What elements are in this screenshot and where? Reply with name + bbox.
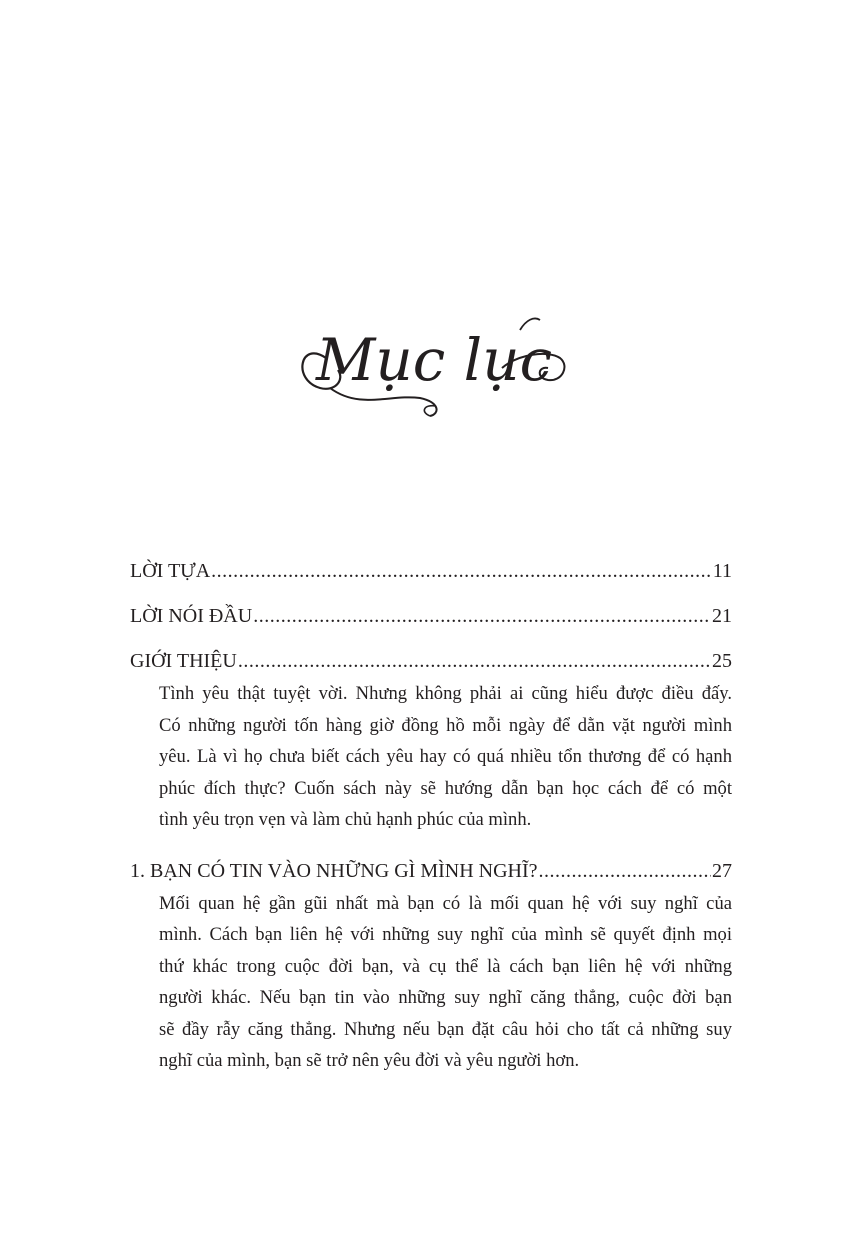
toc-entry-label: GIỚI THIỆU — [130, 650, 237, 672]
dot-leader — [539, 856, 711, 886]
toc-entry[interactable] — [130, 646, 732, 676]
dot-leader — [211, 556, 712, 586]
description-line: Mối quan hệ gần gũi nhất mà bạn có là mối quan hệ với suy nghĩ của — [159, 892, 732, 914]
description-line: Tình yêu thật tuyệt vời. Nhưng không phải ai cũng hiểu được điều đấy. — [159, 683, 732, 704]
page-title: Mục lục — [316, 326, 553, 394]
title-flourish — [290, 310, 580, 430]
section-gap — [130, 836, 732, 856]
dot-leader — [253, 601, 711, 631]
toc-entry[interactable] — [130, 556, 732, 586]
description-line: thứ khác trong cuộc đời bạn, và cụ thể là cách bạn liên hệ với những — [159, 955, 732, 977]
toc-entry-description — [159, 888, 732, 1077]
description-line: mình. Cách bạn liên hệ với những suy nghĩ của mình sẽ quyết định mọi — [159, 924, 732, 945]
description-line: sẽ đầy rẫy căng thẳng. Nhưng nếu bạn đặt câu hỏi cho tất cả những suy — [159, 1018, 732, 1040]
dot-leader — [238, 646, 711, 676]
description-line: nghĩ của mình, bạn sẽ trở nên yêu đời và yêu người hơn. — [159, 1050, 580, 1071]
description-line: yêu. Là vì họ chưa biết cách yêu hay có quá nhiều tổn thương để có hạnh — [159, 746, 732, 767]
description-line: người khác. Nếu bạn tin vào những suy nghĩ căng thẳng, cuộc đời bạn — [159, 987, 732, 1008]
description-line: Có những người tốn hàng giờ đồng hồ mỗi ngày để dằn vặt người mình — [159, 714, 732, 736]
toc-entry-label: LỜI TỰA — [130, 560, 211, 582]
toc-entry[interactable] — [130, 856, 732, 886]
description-line: tình yêu trọn vẹn và làm chủ hạnh phúc của mình. — [159, 809, 532, 830]
toc-entry-label: LỜI NÓI ĐẦU — [130, 605, 253, 627]
toc-page-number: 11 — [712, 560, 732, 582]
toc-entry-description — [159, 678, 732, 836]
toc-page-number: 27 — [712, 859, 732, 882]
toc-entry[interactable] — [130, 601, 732, 631]
toc-page-number: 21 — [712, 605, 732, 627]
heading-block — [290, 310, 580, 430]
toc-page-number: 25 — [712, 650, 732, 672]
description-line: phúc đích thực? Cuốn sách này sẽ hướng dẫn bạn học cách để có một — [159, 777, 732, 799]
toc-entry-label: 1. BẠN CÓ TIN VÀO NHỮNG GÌ MÌNH NGHĨ? — [130, 859, 538, 882]
table-of-contents — [130, 556, 732, 1077]
